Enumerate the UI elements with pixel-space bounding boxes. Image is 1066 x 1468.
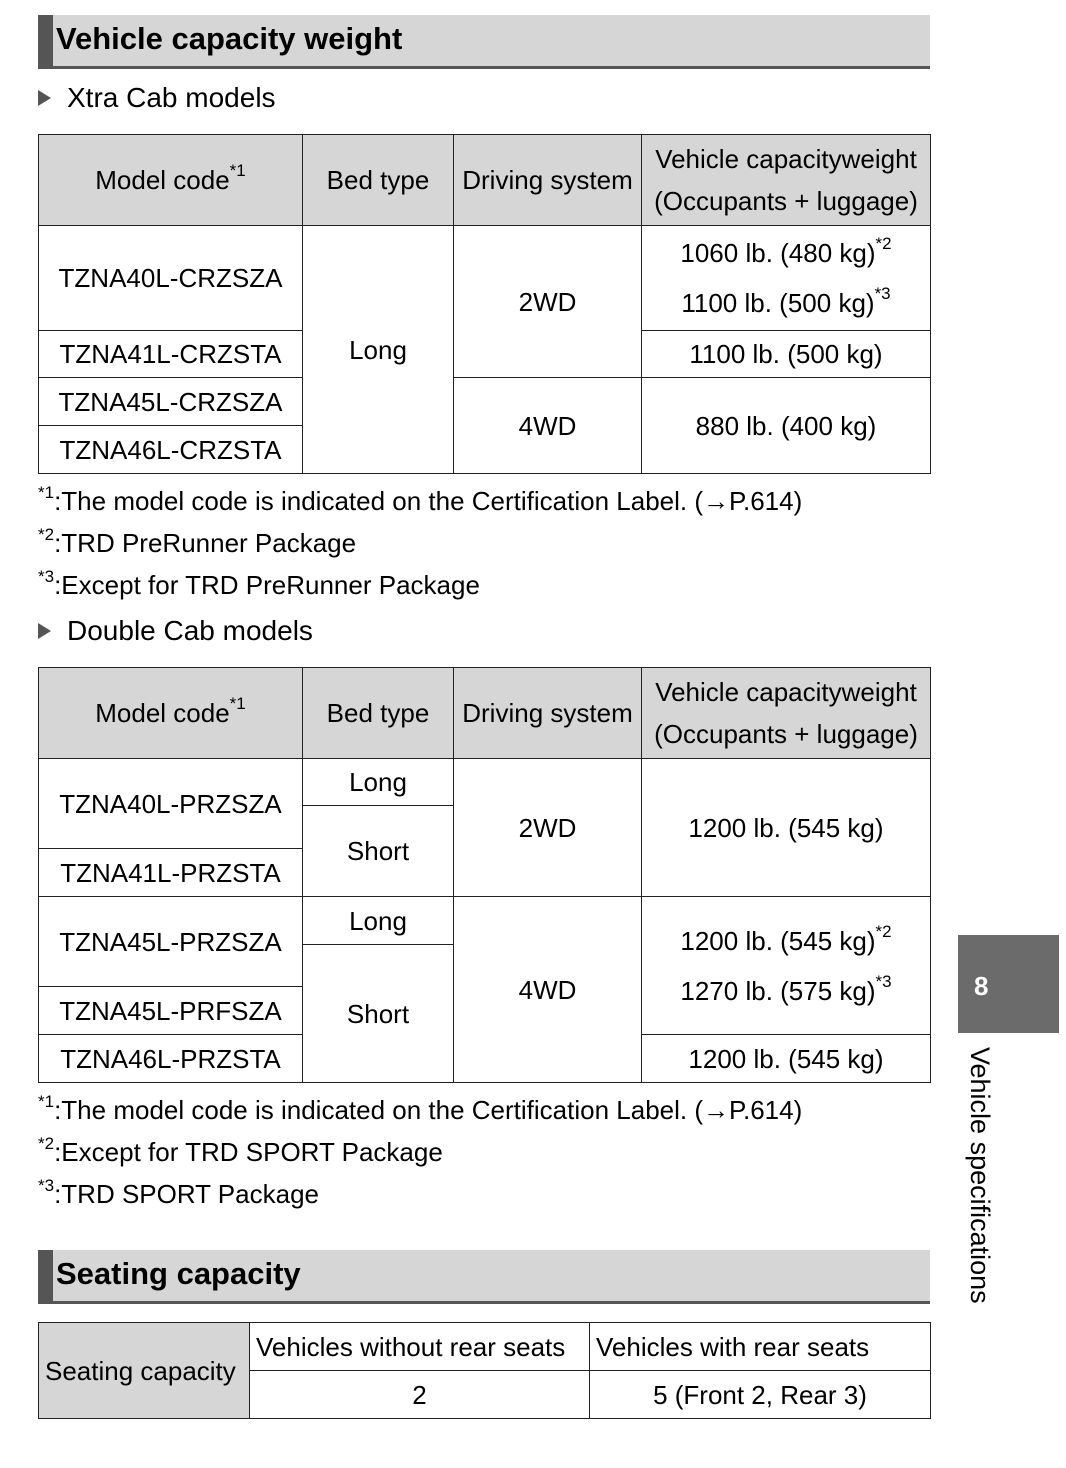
chapter-tab[interactable]	[958, 935, 1059, 1033]
double-cab-table	[38, 667, 931, 1083]
subheading-double-cab	[38, 614, 313, 648]
model-code-cell: TZNA41L-PRZSTA	[39, 849, 303, 897]
bed-type-cell: Short	[303, 945, 454, 1083]
table-row	[39, 897, 931, 945]
triangle-bullet-icon	[38, 90, 51, 106]
double-footnotes	[38, 1089, 802, 1215]
subheading-text: Xtra Cab models	[67, 82, 276, 113]
model-code-cell: TZNA41L-CRZSTA	[39, 331, 303, 378]
value-without-rear-seats: 2	[250, 1371, 590, 1419]
seating-table-wrapper	[38, 1322, 931, 1419]
capacity-weight-cell: 1060 lb. (480 kg)$^{*2}$ 1100 lb. (500 kg)$^{*3}$	[642, 226, 931, 331]
capacity-weight-cell: 1200 lb. (545 kg)	[642, 759, 931, 897]
bed-type-cell: Long	[303, 759, 454, 806]
chapter-label: Vehicle specifications	[965, 1047, 995, 1304]
table-header-row	[39, 668, 931, 759]
header-driving-system: Driving system	[454, 668, 642, 759]
header-without-rear-seats: Vehicles without rear seats	[250, 1323, 590, 1371]
model-code-cell: TZNA46L-CRZSTA	[39, 426, 303, 474]
driving-system-cell: 4WD	[454, 378, 642, 474]
header-model-code: Model code$^{*1}$	[39, 668, 303, 759]
section-title: Vehicle capacity weight	[56, 21, 403, 56]
xtra-cab-table	[38, 134, 931, 474]
footnote: $^{*3}$:TRD SPORT Package	[38, 1176, 319, 1209]
section-title: Seating capacity	[56, 1256, 301, 1291]
table-row	[39, 226, 931, 331]
header-vehicle-capacity-weight: Vehicle capacityweight (Occupants + luggage)	[642, 668, 931, 759]
model-code-cell: TZNA45L-PRFSZA	[39, 987, 303, 1035]
xtra-footnotes	[38, 480, 802, 606]
capacity-weight-cell: 1200 lb. (545 kg)	[642, 1035, 931, 1083]
heading-accent-bar	[38, 1250, 53, 1301]
driving-system-cell: 2WD	[454, 226, 642, 378]
header-bed-type: Bed type	[303, 135, 454, 226]
capacity-weight-cell: 880 lb. (400 kg)	[642, 378, 931, 474]
subheading-xtra-cab	[38, 81, 276, 115]
bed-type-cell: Long	[303, 226, 454, 474]
table-row	[39, 759, 931, 806]
model-code-cell: TZNA45L-CRZSZA	[39, 378, 303, 426]
section-heading-vehicle-capacity-weight	[38, 15, 930, 69]
footnote: $^{*1}$:The model code is indicated on the Certification Label. (→P.614)	[38, 483, 803, 516]
footnote: $^{*2}$:Except for TRD SPORT Package	[38, 1134, 443, 1167]
capacity-weight-cell: 1200 lb. (545 kg)$^{*2}$ 1270 lb. (575 kg)$^{*3}$	[642, 897, 931, 1035]
triangle-bullet-icon	[38, 623, 51, 639]
section-heading-seating-capacity	[38, 1250, 930, 1304]
model-code-cell: TZNA40L-CRZSZA	[39, 226, 303, 331]
model-code-cell: TZNA40L-PRZSZA	[39, 759, 303, 849]
heading-accent-bar	[38, 15, 53, 66]
model-code-cell: TZNA46L-PRZSTA	[39, 1035, 303, 1083]
table-row	[39, 378, 931, 426]
driving-system-cell: 4WD	[454, 897, 642, 1083]
table-row	[39, 1323, 931, 1371]
seating-capacity-label: Seating capacity	[39, 1323, 250, 1419]
footnote: $^{*2}$:TRD PreRunner Package	[38, 525, 357, 558]
bed-type-cell: Short	[303, 806, 454, 897]
footnote: $^{*3}$:Except for TRD PreRunner Package	[38, 567, 480, 600]
header-bed-type: Bed type	[303, 668, 454, 759]
table-header-row	[39, 135, 931, 226]
driving-system-cell: 2WD	[454, 759, 642, 897]
header-model-code: Model code$^{*1}$	[39, 135, 303, 226]
header-driving-system: Driving system	[454, 135, 642, 226]
header-with-rear-seats: Vehicles with rear seats	[590, 1323, 931, 1371]
subheading-text: Double Cab models	[67, 615, 313, 646]
footnote: $^{*1}$:The model code is indicated on the Certification Label. (→P.614)	[38, 1092, 803, 1125]
capacity-weight-cell: 1100 lb. (500 kg)	[642, 331, 931, 378]
header-vehicle-capacity-weight: Vehicle capacityweight (Occupants + luggage)	[642, 135, 931, 226]
bed-type-cell: Long	[303, 897, 454, 945]
chapter-number: 8	[974, 971, 989, 1001]
seating-capacity-table	[38, 1322, 931, 1419]
value-with-rear-seats: 5 (Front 2, Rear 3)	[590, 1371, 931, 1419]
model-code-cell: TZNA45L-PRZSZA	[39, 897, 303, 987]
